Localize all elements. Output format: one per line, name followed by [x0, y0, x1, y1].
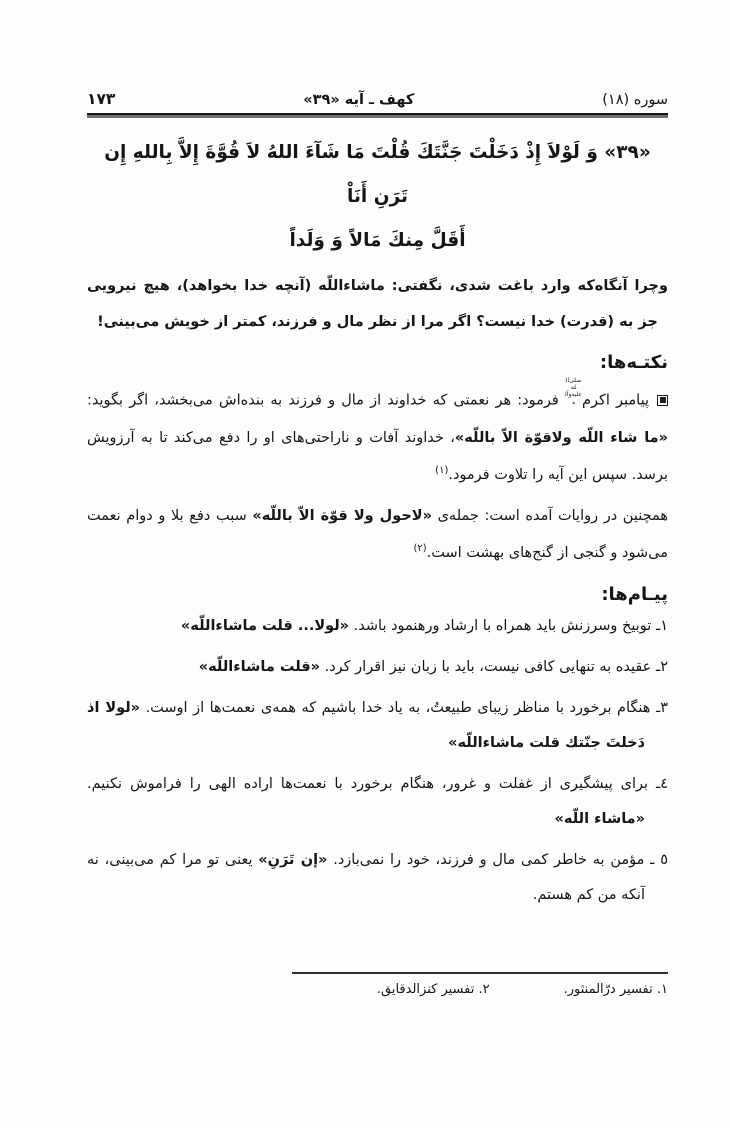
- quran-verse: [87, 131, 668, 263]
- text-run: همچنین در روایات آمده است: جمله‌ی: [431, 507, 668, 524]
- pbuh-symbol: صلى‌الله عليه‌وآله: [564, 377, 582, 406]
- quran-quote: «قلت ماشاءاللّه»: [198, 658, 320, 675]
- notes-list: [87, 377, 668, 572]
- messages-list: [87, 609, 668, 913]
- quran-quote: «ماشاء اللّه»: [554, 810, 645, 827]
- page-number: ۱۷۳: [87, 90, 116, 108]
- header-rule: [87, 113, 668, 118]
- footnote-divider: [292, 972, 668, 974]
- message-item: [87, 843, 668, 913]
- text-run: پیامبر اکرم: [581, 392, 649, 409]
- quran-verse-line-1: «۳۹» وَ لَوْلاَ إِذْ دَخَلْتَ جَنَّتَكَ قُلْتَ مَا شَآءَ اللهُ لاَ قُوَّةَ إِلاَّ بِاللهِ إِن تَرَنِ أَنَاْ: [104, 142, 651, 207]
- message-item: [87, 767, 668, 837]
- quran-quote: «ما شاء اللّه ولاقوّة الاّ باللّه»: [454, 429, 668, 446]
- page-header: [87, 90, 668, 108]
- square-bullet-inner: [660, 397, 666, 403]
- footnote-ref: (۲): [413, 542, 427, 554]
- footnotes-row: [87, 982, 668, 997]
- message-item: [87, 650, 668, 685]
- footnote: ۲. تفسیر کنزالدقایق.: [376, 982, 490, 997]
- verse-translation: وچرا آنگاه‌که وارد باغت شدی، نگفتی: ماشاءاللّه (آنچه خدا بخواهد)، هیچ نیرویی جز به (قدرت) خدا نیست؟ اگر مرا از نظر مال و فرزند، کمتر از خویش می‌بینی!: [87, 278, 668, 330]
- text-run: ٥ ـ مؤمن به خاطر کمی مال و فرزند، خود را نمی‌بازد.: [327, 851, 668, 868]
- text-run: ۱ـ توبیخ وسرزنش باید همراه با ارشاد ورهنمود باشد.: [349, 617, 668, 634]
- messages-heading: پیـام‌ها:: [601, 583, 668, 605]
- footnotes-area: [87, 972, 668, 997]
- quran-quote: «لولا اذ دَخلتَ جنّتك قلت ماشاءاللّه»: [87, 699, 645, 751]
- quran-quote: «لاحول ولا قوّة الاّ باللّه»: [252, 507, 432, 524]
- notes-heading: نکتـه‌ها:: [599, 352, 668, 373]
- header-chapter-verse-label: کهف ـ آیه «۳۹»: [303, 92, 415, 108]
- footnote-ref: (۱): [435, 464, 449, 476]
- quran-verse-line-2: أَقَلَّ مِنكَ مَالاً وَ وَلَداً: [289, 230, 466, 251]
- note-paragraph: [87, 498, 668, 572]
- quran-quote: «لولا... قلت ماشاءاللّه»: [180, 617, 350, 634]
- message-item: [87, 609, 668, 644]
- text-run: فرمود: هر نعمتی که خداوند از مال و فرزند به بنده‌اش می‌بخشد، اگر بگوید:: [87, 392, 565, 409]
- text-run: ۳ـ هنگام برخورد با مناظر زیبای طبیعتُ، به یاد خدا باشیم که همه‌ی نعمت‌ها از اوست.: [140, 699, 668, 716]
- text-run: سبب دفع بلا و دوام نعمت می‌شود و گنجی از گنج‌های بهشت است.: [87, 507, 668, 561]
- text-run: یعنی تو مرا کم می‌بینی، نه آنکه من کم هستم.: [87, 851, 645, 903]
- message-item: [87, 691, 668, 761]
- footnote: ۱. تفسیر درّالمنثور.: [563, 982, 668, 997]
- quran-quote: «إن تَرَنِ»: [258, 851, 328, 868]
- note-paragraph: [87, 377, 668, 494]
- text-run: ٤ـ برای پیشگیری از غفلت و غرور، هنگام برخورد با نعمت‌ها اراده الهی را فراموش نکنیم.: [87, 775, 668, 792]
- text-run: ۲ـ عقیده به تنهایی کافی نیست، باید با زبان نیز اقرار کرد.: [319, 658, 668, 675]
- text-run: ، خداوند آفات و ناراحتی‌های او را دفع می‌کند تا به آرزویش برسد. سپس این آیه را تلاوت فرمود.: [87, 429, 668, 483]
- header-surah-label: سوره (۱۸): [602, 92, 668, 108]
- square-bullet-icon: [657, 395, 668, 406]
